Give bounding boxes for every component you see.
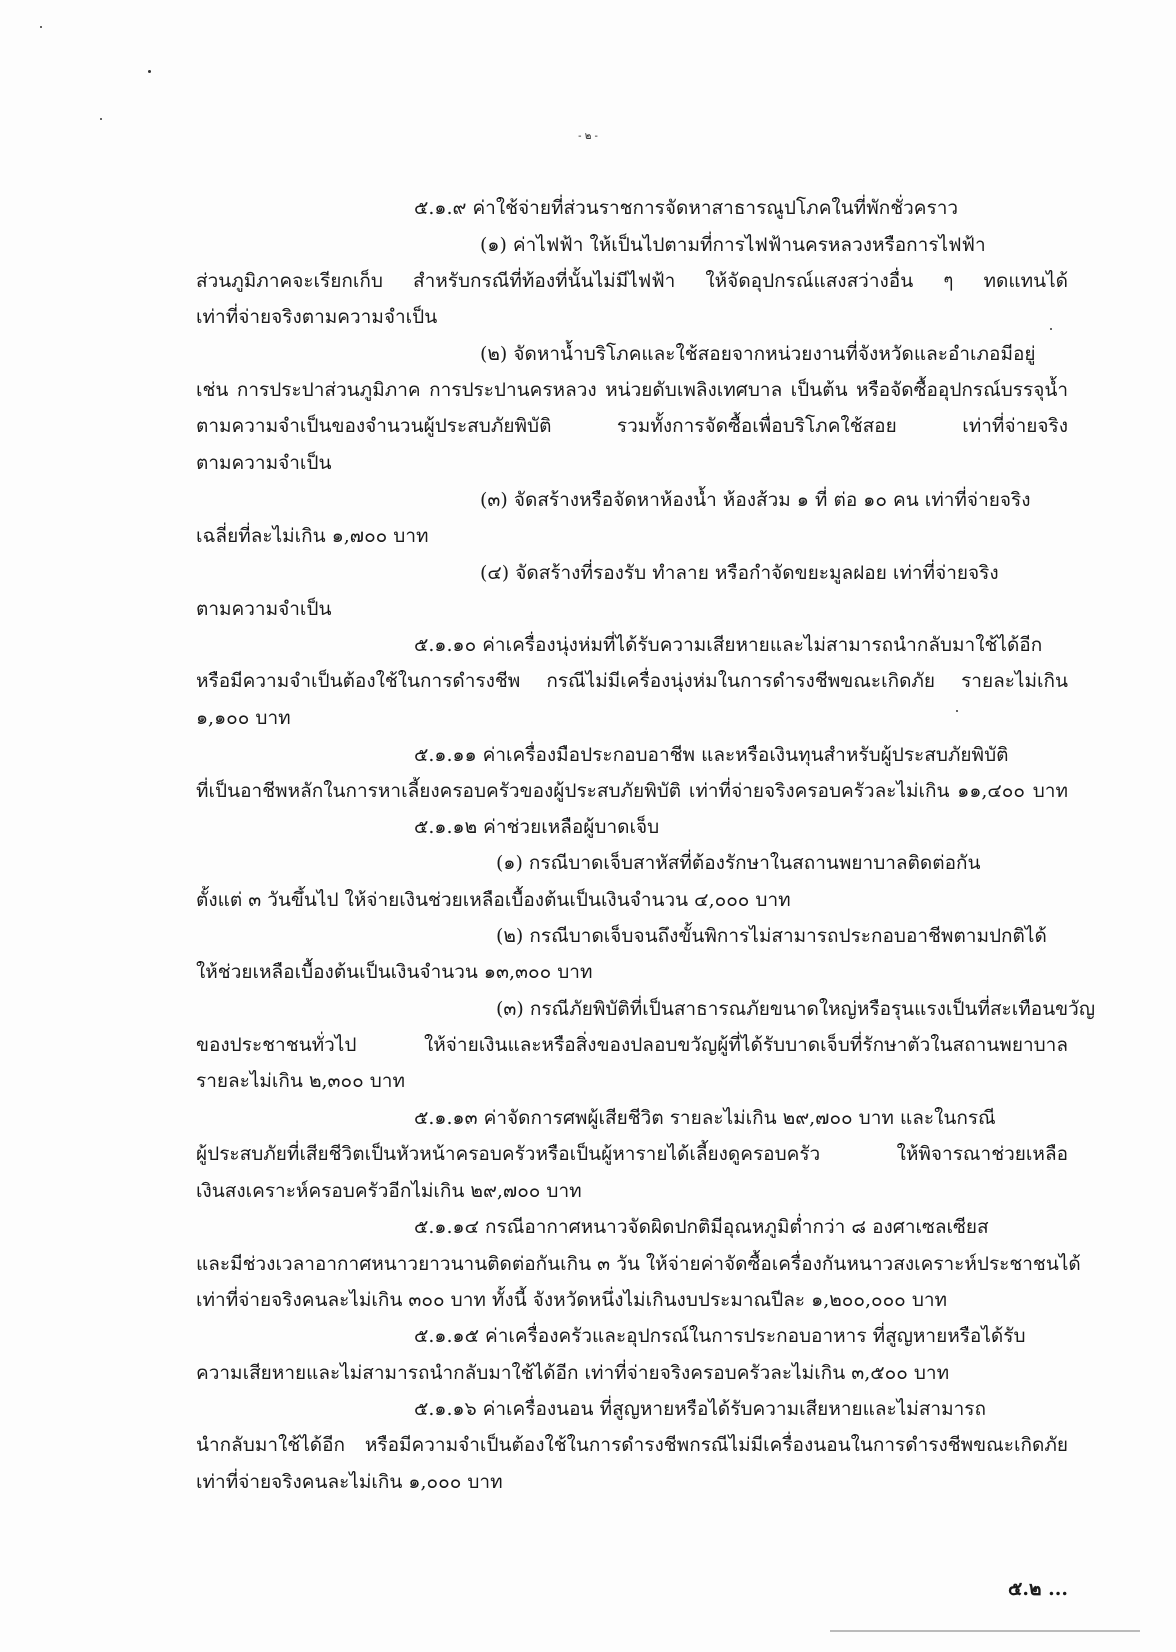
paragraph-line: เท่าที่จ่ายจริงคนละไม่เกิน ๑,๐๐๐ บาท (196, 1471, 503, 1493)
paragraph-line: (๒) กรณีบาดเจ็บจนถึงขั้นพิการไม่สามารถประกอบอาชีพตามปกติได้ (496, 925, 1047, 947)
paragraph-line: เช่น การประปาส่วนภูมิภาค การประปานครหลวง หน่วยดับเพลิงเทศบาล เป็นต้น หรือจัดซื้ออุปกรณ์บรรจุน้ำ (196, 379, 1068, 401)
paragraph-line: เงินสงเคราะห์ครอบครัวอีกไม่เกิน ๒๙,๗๐๐ บาท (196, 1180, 582, 1202)
section-heading-5-1-14: ๕.๑.๑๔ กรณีอากาศหนาวจัดผิดปกติมีอุณหภูมิต่ำกว่า ๘ องศาเซลเซียส (414, 1216, 989, 1238)
paragraph-line: ส่วนภูมิภาคจะเรียกเก็บ สำหรับกรณีที่ท้องที่นั้นไม่มีไฟฟ้า ให้จัดอุปกรณ์แสงสว่างอื่น ๆ ทดแทนได้ (196, 270, 1068, 292)
paragraph-line: และมีช่วงเวลาอากาศหนาวยาวนานติดต่อกันเกิน ๓ วัน ให้จ่ายค่าจัดซื้อเครื่องกันหนาวสงเคราะห์ประชาชนได้ (196, 1253, 1081, 1275)
paragraph-line: ตามความจำเป็นของจำนวนผู้ประสบภัยพิบัติ รวมทั้งการจัดซื้อเพื่อบริโภคใช้สอย เท่าที่จ่ายจริง (196, 415, 1068, 437)
paragraph-line: นำกลับมาใช้ได้อีก หรือมีความจำเป็นต้องใช้ในการดำรงชีพกรณีไม่มีเครื่องนอนในการดำรงชีพขณะเกิดภัย (196, 1434, 1068, 1456)
paragraph-line: (๒) จัดหาน้ำบริโภคและใช้สอยจากหน่วยงานที่จังหวัดและอำเภอมีอยู่ (480, 343, 1036, 365)
continuation-footer: ๕.๒ ... (1008, 1578, 1068, 1600)
paragraph-line: ผู้ประสบภัยที่เสียชีวิตเป็นหัวหน้าครอบครัวหรือเป็นผู้หารายได้เลี้ยงดูครอบครัว ให้พิจารณาช่วยเหลือ (196, 1143, 1068, 1165)
paragraph-line: (๓) กรณีภัยพิบัติที่เป็นสาธารณภัยขนาดใหญ่หรือรุนแรงเป็นที่สะเทือนขวัญ (496, 998, 1096, 1020)
scan-speck (100, 118, 102, 120)
scan-speck (148, 70, 151, 73)
paragraph-line: เท่าที่จ่ายจริงคนละไม่เกิน ๓๐๐ บาท ทั้งนี้ จังหวัดหนึ่งไม่เกินงบประมาณปีละ ๑,๒๐๐,๐๐๐ บาท (196, 1289, 948, 1311)
paragraph-line: (๔) จัดสร้างที่รองรับ ทำลาย หรือกำจัดขยะมูลฝอย เท่าที่จ่ายจริง (480, 562, 999, 584)
paragraph-line: หรือมีความจำเป็นต้องใช้ในการดำรงชีพ กรณีไม่มีเครื่องนุ่งห่มในการดำรงชีพขณะเกิดภัย รายละไม่เกิน (196, 670, 1068, 692)
paragraph-line: (๓) จัดสร้างหรือจัดหาห้องน้ำ ห้องส้วม ๑ ที่ ต่อ ๑๐ คน เท่าที่จ่ายจริง (480, 489, 1031, 511)
paragraph-line: ให้ช่วยเหลือเบื้องต้นเป็นเงินจำนวน ๑๓,๓๐๐ บาท (196, 961, 593, 983)
section-heading-5-1-9: ๕.๑.๙ ค่าใช้จ่ายที่ส่วนราชการจัดหาสาธารณูปโภคในที่พักชั่วคราว (414, 197, 959, 219)
section-heading-5-1-16: ๕.๑.๑๖ ค่าเครื่องนอน ที่สูญหายหรือได้รับความเสียหายและไม่สามารถ (414, 1398, 986, 1420)
section-heading-5-1-15: ๕.๑.๑๕ ค่าเครื่องครัวและอุปกรณ์ในการประกอบอาหาร ที่สูญหายหรือได้รับ (414, 1325, 1026, 1347)
paragraph-line: ที่เป็นอาชีพหลักในการหาเลี้ยงครอบครัวของผู้ประสบภัยพิบัติ เท่าที่จ่ายจริงครอบครัวละไม่เกิน ๑๑,๔๐๐ บาท (196, 780, 1068, 802)
paragraph-line: (๑) กรณีบาดเจ็บสาหัสที่ต้องรักษาในสถานพยาบาลติดต่อกัน (496, 852, 981, 874)
section-heading-5-1-10: ๕.๑.๑๐ ค่าเครื่องนุ่งห่มที่ได้รับความเสียหายและไม่สามารถนำกลับมาใช้ได้อีก (414, 634, 1043, 656)
page-number: - ๒ - (578, 131, 598, 142)
section-heading-5-1-13: ๕.๑.๑๓ ค่าจัดการศพผู้เสียชีวิต รายละไม่เกิน ๒๙,๗๐๐ บาท และในกรณี (414, 1107, 996, 1129)
scan-speck (40, 26, 42, 28)
paragraph-line: ตั้งแต่ ๓ วันขึ้นไป ให้จ่ายเงินช่วยเหลือเบื้องต้นเป็นเงินจำนวน ๔,๐๐๐ บาท (196, 889, 791, 911)
scan-edge-line (830, 1630, 1140, 1632)
scan-speck (956, 710, 958, 712)
paragraph-line: เท่าที่จ่ายจริงตามความจำเป็น (196, 306, 438, 328)
paragraph-line: ตามความจำเป็น (196, 452, 332, 474)
paragraph-line: ความเสียหายและไม่สามารถนำกลับมาใช้ได้อีก เท่าที่จ่ายจริงครอบครัวละไม่เกิน ๓,๕๐๐ บาท (196, 1362, 950, 1384)
section-heading-5-1-11: ๕.๑.๑๑ ค่าเครื่องมือประกอบอาชีพ และหรือเงินทุนสำหรับผู้ประสบภัยพิบัติ (414, 744, 1009, 766)
paragraph-line: ตามความจำเป็น (196, 598, 332, 620)
paragraph-line: (๑) ค่าไฟฟ้า ให้เป็นไปตามที่การไฟฟ้านครหลวงหรือการไฟฟ้า (480, 234, 986, 256)
section-heading-5-1-12: ๕.๑.๑๒ ค่าช่วยเหลือผู้บาดเจ็บ (414, 816, 660, 838)
paragraph-line: เฉลี่ยที่ละไม่เกิน ๑,๗๐๐ บาท (196, 525, 429, 547)
paragraph-line: ๑,๑๐๐ บาท (196, 707, 291, 729)
paragraph-line: ของประชาชนทั่วไป ให้จ่ายเงินและหรือสิ่งของปลอบขวัญผู้ที่ได้รับบาดเจ็บที่รักษาตัวในสถานพยาบาล (196, 1034, 1068, 1056)
scan-speck (1050, 328, 1052, 330)
paragraph-line: รายละไม่เกิน ๒,๓๐๐ บาท (196, 1070, 405, 1092)
